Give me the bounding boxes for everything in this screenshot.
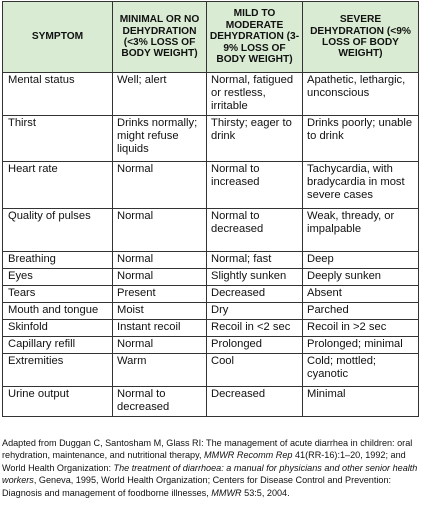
mild-moderate-cell: Decreased: [207, 286, 303, 303]
mild-moderate-cell: Normal to increased: [207, 162, 303, 209]
severe-cell: Minimal: [303, 387, 419, 417]
minimal-cell: Normal: [113, 337, 207, 354]
mild-moderate-cell: Recoil in <2 sec: [207, 320, 303, 337]
symptom-cell: Eyes: [3, 269, 113, 286]
table-row: [3, 73, 419, 116]
severe-cell: Prolonged; minimal: [303, 337, 419, 354]
header-mild-moderate: MILD TO MODERATE DEHYDRATION (3-9% LOSS OF BODY WEIGHT): [207, 2, 303, 73]
header-row: [3, 2, 419, 73]
minimal-cell: Normal: [113, 252, 207, 269]
symptom-cell: Mouth and tongue: [3, 303, 113, 320]
minimal-cell: Normal: [113, 162, 207, 209]
mild-moderate-cell: Normal to decreased: [207, 209, 303, 252]
mild-moderate-cell: Normal; fast: [207, 252, 303, 269]
severe-cell: Absent: [303, 286, 419, 303]
symptom-cell: Tears: [3, 286, 113, 303]
citation-part: 53:5, 2004.: [241, 487, 290, 498]
table-row: [3, 337, 419, 354]
symptom-cell: Skinfold: [3, 320, 113, 337]
table-row: [3, 354, 419, 387]
header-minimal: MINIMAL OR NO DEHYDRATION (<3% LOSS OF BODY WEIGHT): [113, 2, 207, 73]
severe-cell: Drinks poorly; unable to drink: [303, 116, 419, 162]
symptom-cell: Breathing: [3, 252, 113, 269]
severe-cell: Deep: [303, 252, 419, 269]
mild-moderate-cell: Dry: [207, 303, 303, 320]
symptom-cell: Urine output: [3, 387, 113, 417]
minimal-cell: Moist: [113, 303, 207, 320]
mild-moderate-cell: Normal, fatigued or restless, irritable: [207, 73, 303, 116]
table-row: [3, 162, 419, 209]
table-row: [3, 252, 419, 269]
header-symptom: SYMPTOM: [3, 2, 113, 73]
table-row: [3, 387, 419, 417]
severe-cell: Weak, thready, or impalpable: [303, 209, 419, 252]
citation-part: , Geneva, 1995, World Health Organization; Centers for Disease Control and Prevention: Diagnosis and management of foodborne illnesses,: [2, 475, 392, 498]
header-severe: SEVERE DEHYDRATION (<9% LOSS OF BODY WEIGHT): [303, 2, 419, 73]
minimal-cell: Warm: [113, 354, 207, 387]
mild-moderate-cell: Decreased: [207, 387, 303, 417]
severe-cell: Cold; mottled; cyanotic: [303, 354, 419, 387]
mild-moderate-cell: Prolonged: [207, 337, 303, 354]
citation-part: 41(RR-16):1–20, 1992; and World Health Organization:: [2, 450, 406, 473]
minimal-cell: Instant recoil: [113, 320, 207, 337]
severe-cell: Tachycardia, with bradycardia in most severe cases: [303, 162, 419, 209]
symptom-cell: Extremities: [3, 354, 113, 387]
severe-cell: Apathetic, lethargic, unconscious: [303, 73, 419, 116]
minimal-cell: Normal: [113, 269, 207, 286]
symptom-cell: Capillary refill: [3, 337, 113, 354]
table-body: [3, 73, 419, 417]
citation-journal: MMWR: [211, 487, 242, 498]
citation-text: [2, 437, 418, 499]
citation-book-title: The treatment of diarrhoea: a manual for physicians and other senior health workers: [2, 462, 418, 486]
minimal-cell: Well; alert: [113, 73, 207, 116]
mild-moderate-cell: Slightly sunken: [207, 269, 303, 286]
table-header: [3, 2, 419, 73]
mild-moderate-cell: Cool: [207, 354, 303, 387]
symptom-cell: Mental status: [3, 73, 113, 116]
table-row: [3, 320, 419, 337]
symptom-cell: Quality of pulses: [3, 209, 113, 252]
table-row: [3, 286, 419, 303]
symptom-cell: Heart rate: [3, 162, 113, 209]
minimal-cell: Normal: [113, 209, 207, 252]
table-row: [3, 116, 419, 162]
citation-journal: MMWR Recomm Rep: [204, 450, 293, 461]
mild-moderate-cell: Thirsty; eager to drink: [207, 116, 303, 162]
severe-cell: Recoil in >2 sec: [303, 320, 419, 337]
table-row: [3, 269, 419, 286]
minimal-cell: Drinks normally; might refuse liquids: [113, 116, 207, 162]
table-row: [3, 209, 419, 252]
dehydration-table: [2, 1, 419, 417]
table-row: [3, 303, 419, 320]
symptom-cell: Thirst: [3, 116, 113, 162]
minimal-cell: Normal to decreased: [113, 387, 207, 417]
severe-cell: Parched: [303, 303, 419, 320]
severe-cell: Deeply sunken: [303, 269, 419, 286]
citation-part: Adapted from Duggan C, Santosham M, Glass RI: The management of acute diarrhea in children: oral rehydration, maintenance, and nutritional therapy,: [2, 438, 413, 461]
minimal-cell: Present: [113, 286, 207, 303]
